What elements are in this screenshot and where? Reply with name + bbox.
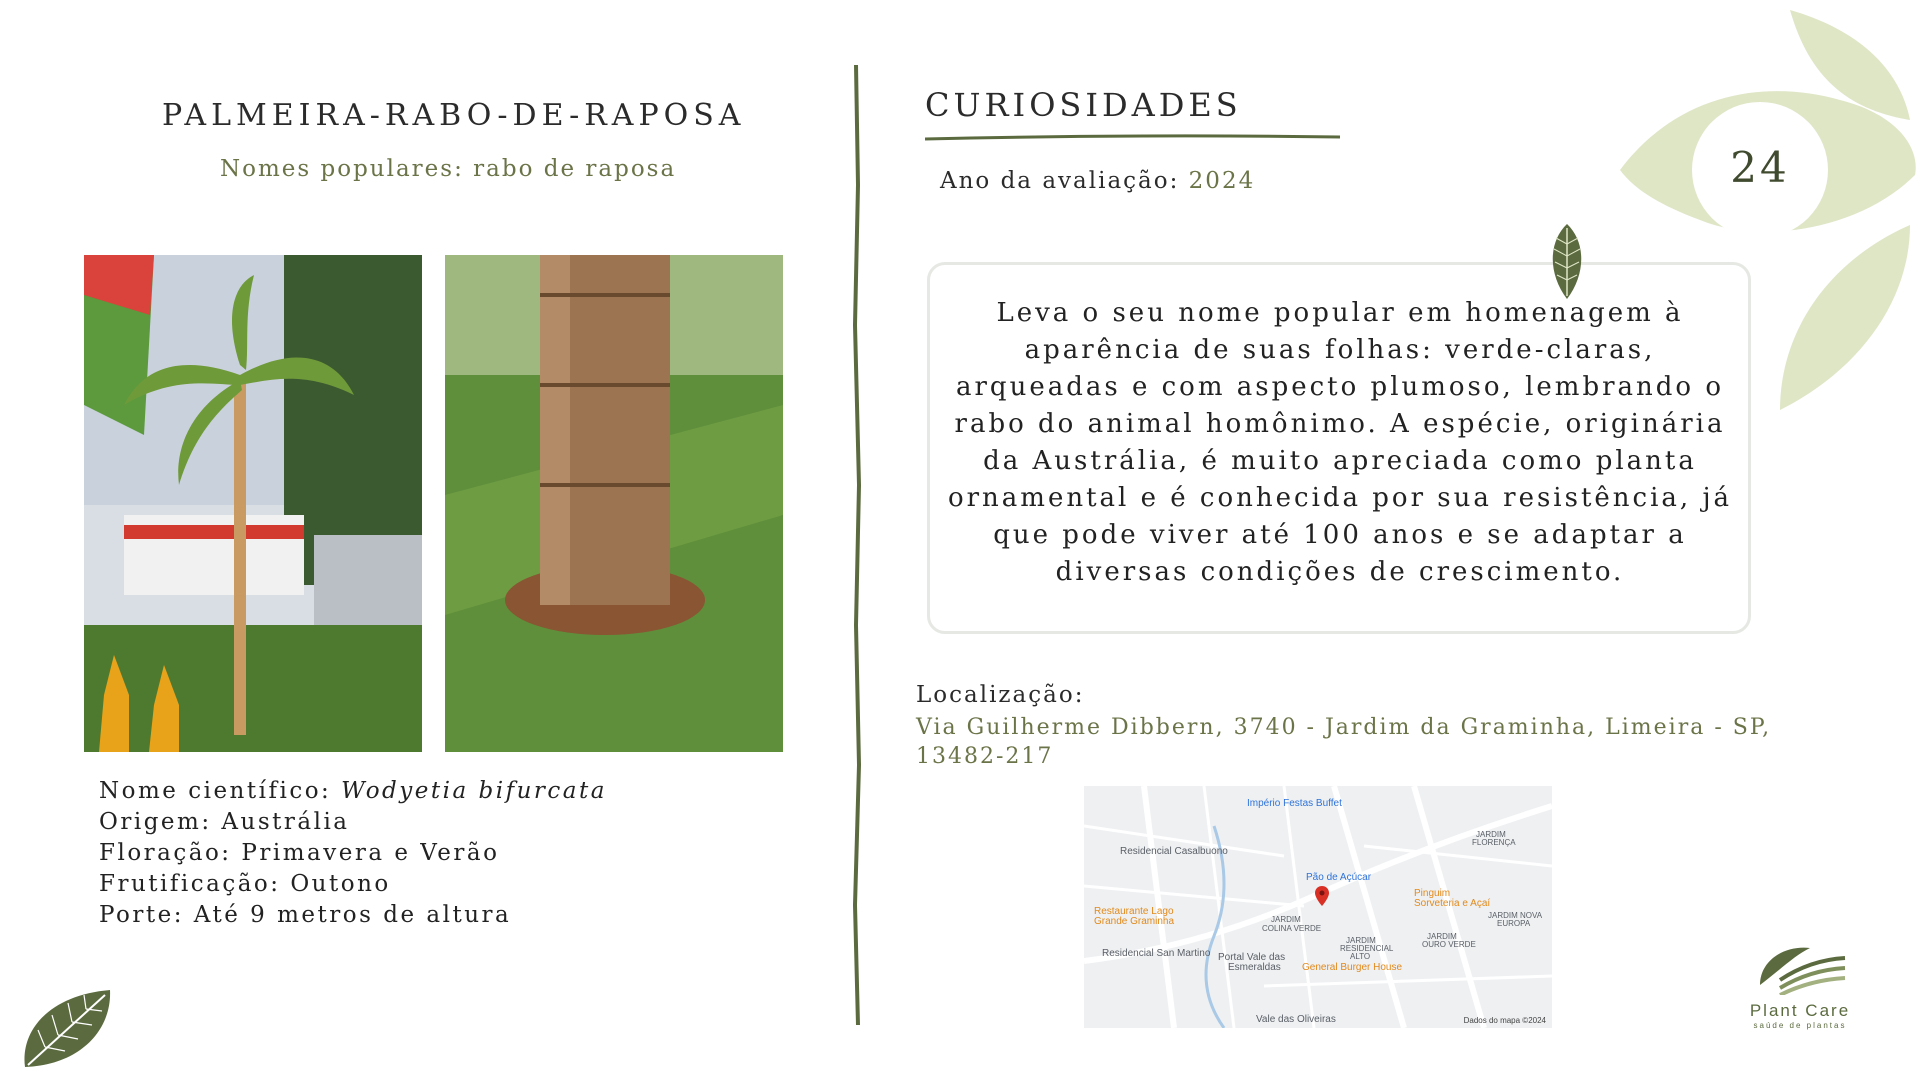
scientific-name-label: Nome científico: <box>99 778 342 804</box>
plant-info <box>99 776 607 931</box>
title-underline <box>925 127 1345 146</box>
year-label: Ano da avaliação: <box>940 168 1189 194</box>
map-label-burger: General Burger House <box>1302 962 1403 973</box>
map-label-imperio: Império Festas Buffet <box>1247 798 1342 809</box>
map-label-restaurante: Restaurante Lago <box>1094 906 1174 917</box>
year-value: 2024 <box>1188 168 1256 194</box>
map-label-portal: Portal Vale das <box>1218 952 1286 963</box>
map-label-florenca-2: FLORENÇA <box>1472 838 1516 847</box>
size-row: Porte: Até 9 metros de altura <box>99 902 512 928</box>
leaf-icon <box>1548 224 1586 303</box>
map-label-nova-europa: JARDIM NOVA <box>1488 911 1543 920</box>
map-label-ouro-2: OURO VERDE <box>1422 940 1476 949</box>
page-number: 24 <box>1730 143 1790 192</box>
plant-title: PALMEIRA-RABO-DE-RAPOSA <box>162 98 746 133</box>
map-label-oliveiras: Vale das Oliveiras <box>1256 1014 1336 1025</box>
logo-name: Plant Care <box>1749 1001 1851 1020</box>
origin-row: Origem: Austrália <box>99 809 350 835</box>
map-label-san-martino: Residencial San Martino <box>1102 948 1211 959</box>
decorative-leaves <box>1610 0 1920 424</box>
location-address: Via Guilherme Dibbern, 3740 - Jardim da Graminha, Limeira - SP, 13482-217 <box>916 715 1772 769</box>
scientific-name-value: Wodyetia bifurcata <box>341 778 607 804</box>
logo-tagline: saúde de plantas <box>1753 1021 1847 1030</box>
map-label-nova-europa-2: EUROPA <box>1497 919 1531 928</box>
map-label-pao: Pão de Açúcar <box>1306 872 1372 883</box>
location-map[interactable] <box>1084 786 1552 1028</box>
map-label-ouro: JARDIM <box>1427 932 1457 941</box>
map-label-colina: JARDIM <box>1271 915 1301 924</box>
map-label-pinguim: Pinguim <box>1414 888 1451 899</box>
map-label-residencial-alto-3: ALTO <box>1350 952 1371 961</box>
map-label-pinguim-2: Sorveteria e Açaí <box>1414 898 1491 909</box>
leaf-icon <box>20 985 115 1074</box>
logo-mark <box>1750 940 1850 995</box>
map-label-residencial-casalbuono: Residencial Casalbuono <box>1120 846 1228 857</box>
map-credit: Dados do mapa ©2024 <box>1463 1016 1546 1025</box>
vertical-divider <box>850 65 866 1029</box>
popular-names: Nomes populares: rabo de raposa <box>220 156 677 182</box>
map-pin-icon <box>1315 886 1329 911</box>
flowering-row: Floração: Primavera e Verão <box>99 840 500 866</box>
palm-photo-full <box>84 255 422 752</box>
evaluation-year <box>940 168 1255 194</box>
map-label-colina-2: COLINA VERDE <box>1262 924 1322 933</box>
scientific-name-row <box>99 776 607 807</box>
palm-photo-trunk <box>445 255 783 752</box>
map-label-residencial-alto-2: RESIDENCIAL <box>1340 944 1394 953</box>
map-label-florenca: JARDIM <box>1476 830 1506 839</box>
location-label: Localização: <box>916 682 1085 708</box>
curiosities-title: CURIOSIDADES <box>925 86 1242 124</box>
map-label-restaurante-2: Grande Graminha <box>1094 916 1175 927</box>
map-label-residencial-alto: JARDIM <box>1346 936 1376 945</box>
map-label-portal-2: Esmeraldas <box>1228 962 1281 973</box>
fruiting-row: Frutificação: Outono <box>99 871 391 897</box>
curiosity-text: Leva o seu nome popular em homenagem à aparência de suas folhas: verde-claras, arqueadas e com aspecto plumoso, lembrando o rabo do animal homônimo. A espécie, originária da Austrália, é muito apreciada como planta ornamental e é conhecida por sua resistência, já que pode viver até 100 anos e se adaptar a diversas condições de crescimento. <box>947 298 1733 587</box>
plant-care-logo <box>1730 940 1870 1030</box>
